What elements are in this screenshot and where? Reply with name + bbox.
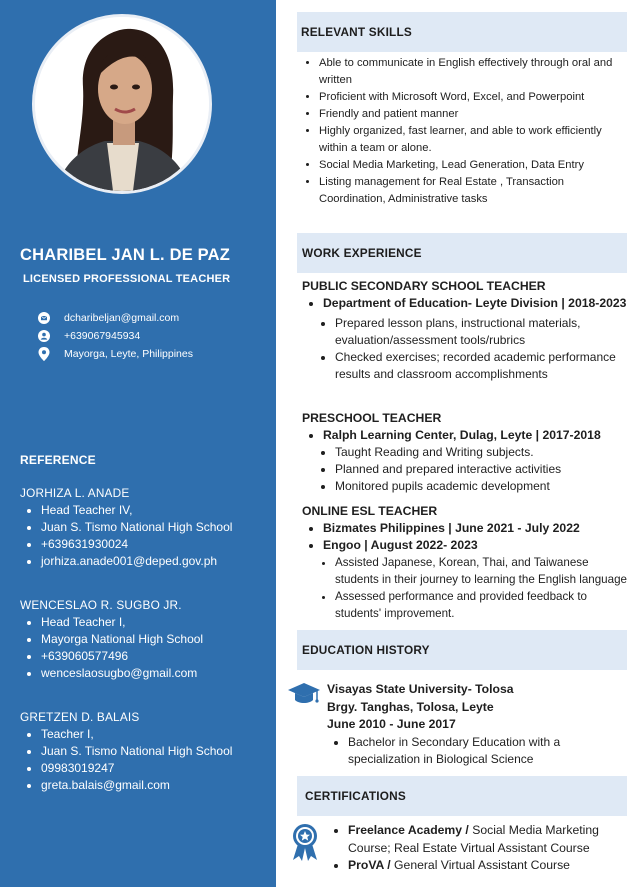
job-org: • Department of Education- Leyte Division | 2018-2023 [323, 295, 627, 312]
education-degree: • Bachelor in Secondary Education with a specialization in Biological Science [348, 734, 617, 769]
job-task: • Monitored pupils academic development [335, 478, 627, 495]
skill-item: • Able to communicate in English effectively through oral and written [319, 55, 614, 89]
reference-detail: • +639631930024 [41, 536, 232, 553]
skill-item: • Highly organized, fast learner, and able to work efficiently within a team or alone. [319, 123, 614, 157]
job-3 [302, 503, 627, 622]
reference-detail: • Mayorga National High School [41, 631, 203, 648]
reference-detail: • 09983019247 [41, 760, 232, 777]
skills-heading: RELEVANT SKILLS [301, 25, 412, 39]
job-2 [302, 410, 627, 495]
profile-name: CHARIBEL JAN L. DE PAZ [20, 246, 231, 264]
reference-detail: • jorhiza.anade001@deped.gov.ph [41, 553, 232, 570]
user-icon [37, 329, 51, 343]
reference-detail: • wenceslaosugbo@gmail.com [41, 665, 203, 682]
reference-detail: • +639060577496 [41, 648, 203, 665]
education-entry [327, 681, 617, 769]
work-heading: WORK EXPERIENCE [302, 246, 422, 260]
award-ribbon-icon [289, 822, 321, 862]
reference-detail: • Head Teacher I, [41, 614, 203, 631]
job-org: • Ralph Learning Center, Dulag, Leyte | 2017-2018 [323, 427, 627, 444]
job-title: PRESCHOOL TEACHER [302, 411, 442, 425]
certification-item [348, 822, 622, 857]
certification-item [348, 857, 622, 875]
job-org: • Bizmates Philippines | June 2021 - July 2022 [323, 520, 627, 537]
certification-org: ProVA / [348, 858, 391, 872]
contact-info [37, 309, 193, 363]
job-task: • Assessed performance and provided feedback to students' improvement. [335, 588, 627, 622]
reference-heading: REFERENCE [20, 453, 96, 467]
education-dates: June 2010 - June 2017 [327, 717, 456, 731]
email-text: dcharibeljan@gmail.com [64, 312, 180, 324]
skill-item: • Proficient with Microsoft Word, Excel, and Powerpoint [319, 89, 614, 106]
profile-photo [32, 14, 212, 194]
profile-title: LICENSED PROFESSIONAL TEACHER [23, 273, 231, 285]
certification-org: Freelance Academy / [348, 823, 469, 837]
job-task: • Assisted Japanese, Korean, Thai, and Taiwanese students in their journey to learning the English language [335, 554, 627, 588]
skill-item: • Friendly and patient manner [319, 106, 614, 123]
location-text: Mayorga, Leyte, Philippines [64, 348, 193, 360]
reference-name: GRETZEN D. BALAIS [20, 710, 140, 724]
reference-detail: • Teacher I, [41, 726, 232, 743]
certification-desc: General Virtual Assistant Course [390, 858, 570, 872]
reference-name: WENCESLAO R. SUGBO JR. [20, 598, 182, 612]
job-1 [302, 278, 627, 383]
job-task: • Checked exercises; recorded academic performance results and classroom accomplishments [335, 349, 627, 383]
reference-3 [20, 709, 232, 794]
job-title: ONLINE ESL TEACHER [302, 504, 438, 518]
reference-detail: • Juan S. Tismo National High School [41, 743, 232, 760]
job-task: • Taught Reading and Writing subjects. [335, 444, 627, 461]
contact-email[interactable] [37, 309, 193, 327]
skill-item: • Listing management for Real Estate , Transaction Coordination, Administrative tasks [319, 174, 614, 208]
education-section-bar [297, 630, 627, 670]
certifications-list [327, 822, 622, 875]
skills-section-bar [297, 12, 627, 52]
contact-location [37, 345, 193, 363]
reference-1 [20, 485, 232, 570]
education-school: Visayas State University- Tolosa [327, 682, 514, 696]
reference-2 [20, 597, 203, 682]
graduation-cap-icon [287, 681, 321, 707]
reference-detail: • Juan S. Tismo National High School [41, 519, 232, 536]
certifications-section-bar [297, 776, 627, 816]
location-pin-icon [37, 347, 51, 361]
skill-item: • Social Media Marketing, Lead Generation, Data Entry [319, 157, 614, 174]
education-address: Brgy. Tanghas, Tolosa, Leyte [327, 699, 494, 714]
skills-list [304, 55, 614, 208]
contact-phone[interactable] [37, 327, 193, 345]
reference-detail: • Head Teacher IV, [41, 502, 232, 519]
sidebar [0, 0, 276, 887]
reference-name: JORHIZA L. ANADE [20, 486, 130, 500]
job-task: • Prepared lesson plans, instructional materials, evaluation/assessment tools/rubrics [335, 315, 627, 349]
certification-desc: Social Media Marketing Course; Real Estate Virtual Assistant Course [348, 823, 599, 855]
phone-text: +639067945934 [64, 330, 141, 342]
education-heading: EDUCATION HISTORY [302, 643, 430, 657]
work-section-bar [297, 233, 627, 273]
job-title: PUBLIC SECONDARY SCHOOL TEACHER [302, 279, 546, 293]
email-icon [37, 311, 51, 325]
job-task: • Planned and prepared interactive activities [335, 461, 627, 478]
certifications-heading: CERTIFICATIONS [305, 789, 406, 803]
reference-detail: • greta.balais@gmail.com [41, 777, 232, 794]
job-org: • Engoo | August 2022- 2023 [323, 537, 627, 554]
